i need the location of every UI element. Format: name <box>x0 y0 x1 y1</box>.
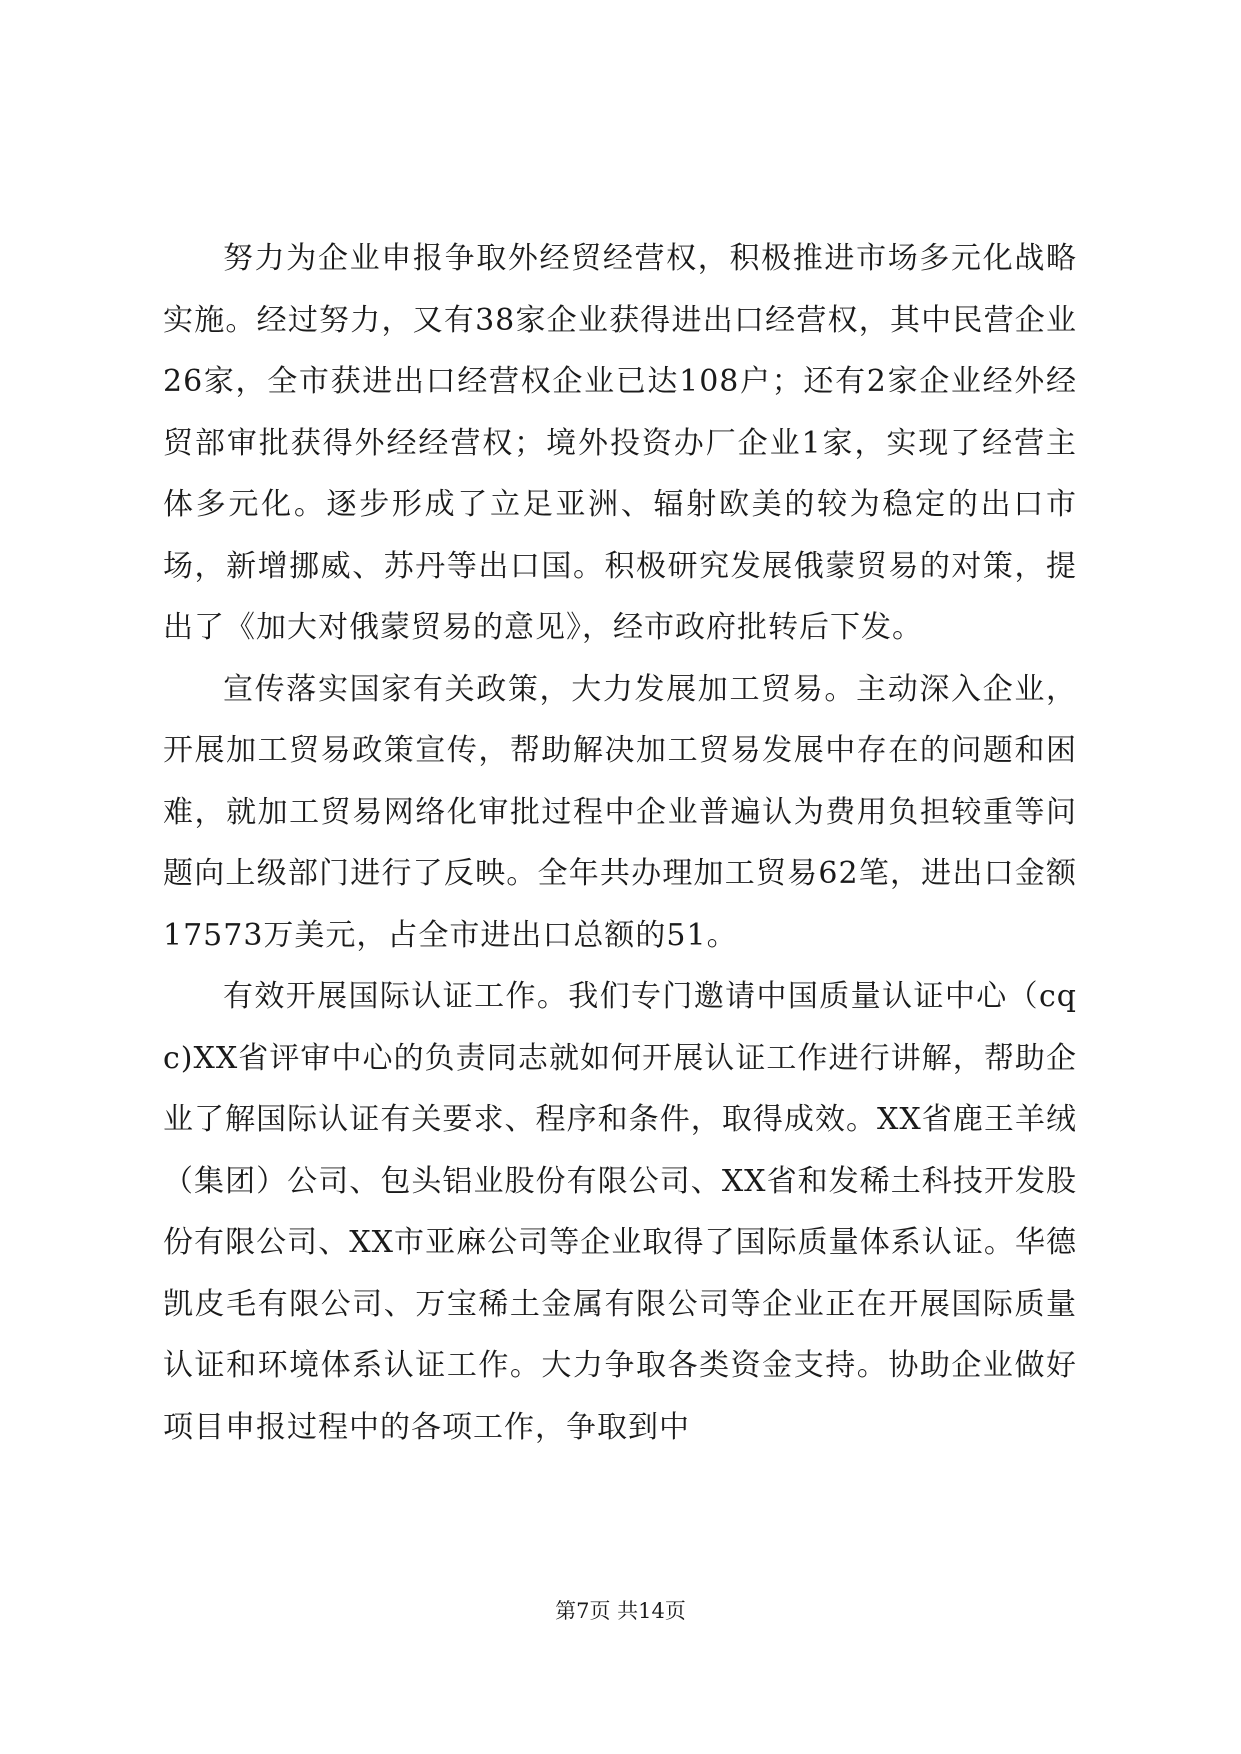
body-text <box>163 228 1077 1458</box>
paragraph-processing-trade: 宣传落实国家有关政策，大力发展加工贸易。主动深入企业，开展加工贸易政策宣传，帮助解决加工贸易发展中存在的问题和困难，就加工贸易网络化审批过程中企业普遍认为费用负担较重等问题向上级部门进行了反映。全年共办理加工贸易62笔，进出口金额17573万美元，占全市进出口总额的51。 <box>163 671 1077 953</box>
paragraph-certification: 有效开展国际认证工作。我们专门邀请中国质量认证中心（cqc)XX省评审中心的负责同志就如何开展认证工作进行讲解，帮助企业了解国际认证有关要求、程序和条件，取得成效。XX省鹿王羊绒（集团）公司、包头铝业股份有限公司、XX省和发稀土科技开发股份有限公司、XX市亚麻公司等企业取得了国际质量体系认证。华德凯皮毛有限公司、万宝稀土金属有限公司等企业正在开展国际质量认证和环境体系认证工作。大力争取各类资金支持。协助企业做好项目申报过程中的各项工作，争取到中 <box>163 979 1077 1445</box>
page-footer: 第7页 共14页 <box>555 1599 686 1623</box>
paragraph-export-rights: 努力为企业申报争取外经贸经营权，积极推进市场多元化战略实施。经过努力，又有38家企业获得进出口经营权，其中民营企业26家，全市获进出口经营权企业已达108户；还有2家企业经外经贸部审批获得外经经营权；境外投资办厂企业1家，实现了经营主体多元化。逐步形成了立足亚洲、辐射欧美的较为稳定的出口市场，新增挪威、苏丹等出口国。积极研究发展俄蒙贸易的对策，提出了《加大对俄蒙贸易的意见》，经市政府批转后下发。 <box>163 241 1077 645</box>
